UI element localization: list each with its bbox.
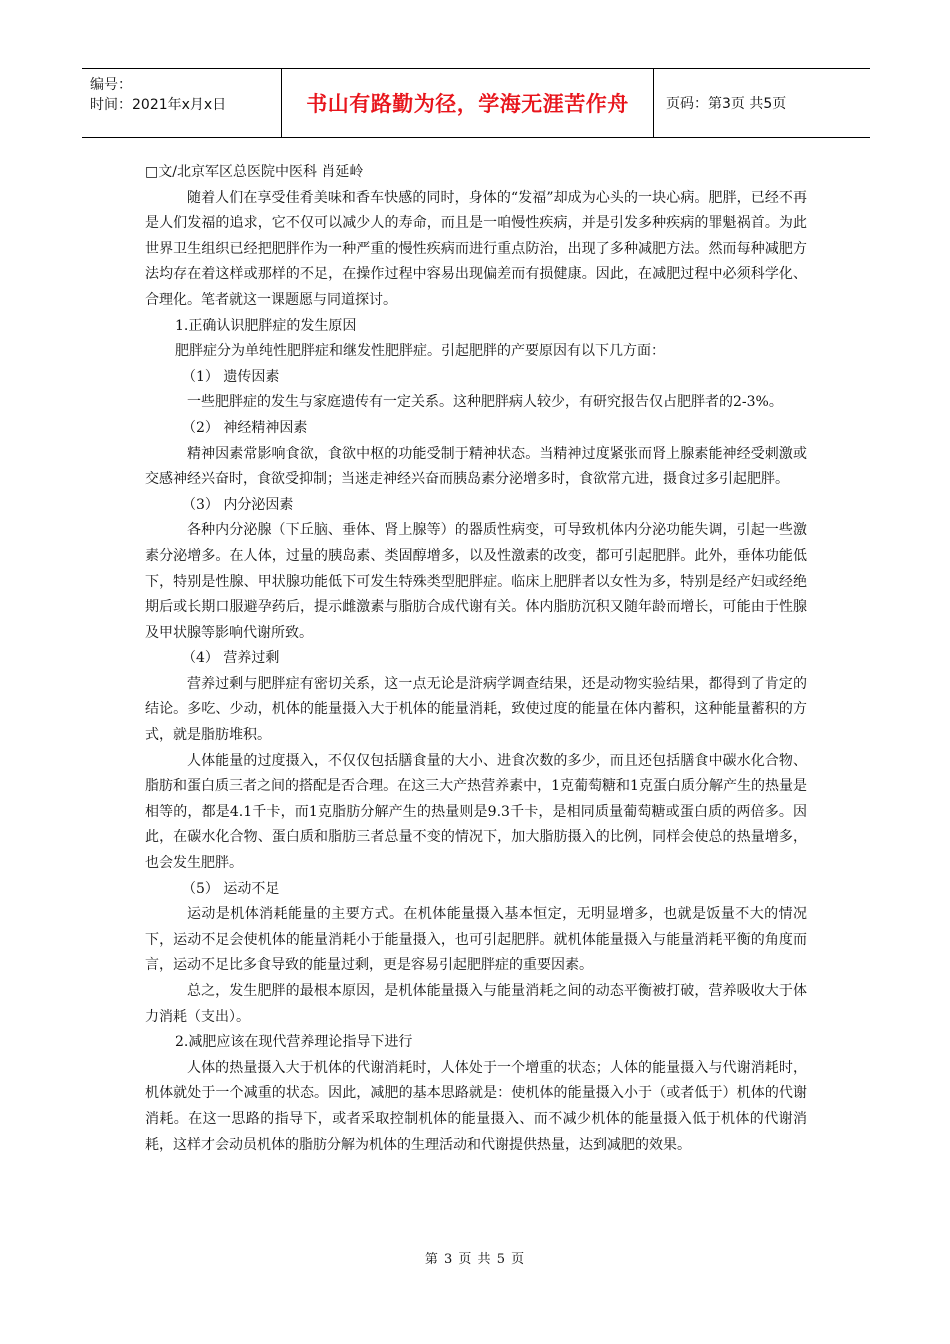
paragraph-weight-loss: 人体的热量摄入大于机体的代谢消耗时，人体处于一个增重的状态；人体的能量摄入与代谢消耗时，机体就处于一个减重的状态。因此，减肥的基本思路就是：使机体的能量摄入小于（或者低于）机体的代谢消耗。在这一思路的指导下，或者采取控制机体的能量摄入、而不减少机体的能量摄入低于机体的代谢消耗，这样才会动员机体的脂肪分解为机体的生理活动和代谢提供热量，达到减肥的效果。 [145, 1059, 807, 1153]
code-label: 编号： [90, 77, 132, 93]
subheading-endocrine: （3） 内分泌因素 [182, 496, 294, 513]
paragraph-intro: 随着人们在享受佳肴美味和香车快感的同时，身体的“发福”却成为心头的一块心病。肥胖，已经不再是人们发福的追求，它不仅可以减少人的寿命，而且是一咱慢性疾病，并是引发多种疾病的罪魁祸首。为此世界卫生组织已经把肥胖作为一种严重的慢性疾病而进行重点防治，出现了多种减肥方法。然而每种减肥方法均存在着这样或那样的不足，在操作过程中容易出现偏差而有损健康。因此，在减肥过程中必须科学化、合理化。笔者就这一课题愿与同道探讨。 [145, 189, 807, 308]
paragraph-endocrine: 各种内分泌腺（下丘脑、垂体、肾上腺等）的器质性病变，可导致机体内分泌功能失调，引起一些激素分泌增多。在人体，过量的胰岛素、类固醇增多，以及性激素的改变，都可引起肥胖。此外，垂体功能低下，特别是性腺、甲状腺功能低下可发生特殊类型肥胖症。临床上肥胖者以女性为多，特别是经产妇或经绝期后或长期口服避孕药后，提示雌激素与脂肪合成代谢有关。体内脂肪沉积又随年龄而增长，可能由于性腺及甲状腺等影响代谢所致。 [145, 522, 807, 641]
header-motto: 书山有路勤为径，学海无涯苦作舟 [306, 92, 629, 116]
page-label: 页码：第3页 共5页 [666, 96, 787, 112]
header-motto-cell [282, 69, 654, 137]
subheading-neuro: （2） 神经精神因素 [182, 419, 308, 436]
paragraph-exercise: 运动是机体消耗能量的主要方式。在机体能量摄入基本恒定，无明显增多，也就是饭量不大的情况下，运动不足会使机体的能量消耗小于能量摄入，也可引起肥胖。就机体能量摄入与能量消耗平衡的角度而言，运动不足比多食导致的能量过剩，更是容易引起肥胖症的重要因素。 [145, 906, 807, 974]
paragraph-neuro: 精神因素常影响食欲，食欲中枢的功能受制于精神状态。当精神过度紧张而肾上腺素能神经受刺激或交感神经兴奋时，食欲受抑制；当迷走神经兴奋而胰岛素分泌增多时，食欲常亢进，摄食过多引起肥胖。 [145, 445, 807, 488]
article-body [145, 160, 807, 1158]
paragraph-genetic: 一些肥胖症的发生与家庭遗传有一定关系。这种肥胖病人较少，有研究报告仅占肥胖者的2-3%。 [187, 394, 783, 411]
subheading-exercise: （5） 运动不足 [182, 880, 280, 897]
header-meta [82, 69, 282, 137]
paragraph-energy-intake: 人体能量的过度摄入，不仅仅包括膳食量的大小、进食次数的多少，而且还包括膳食中碳水化合物、脂肪和蛋白质三者之间的搭配是否合理。在这三大产热营养素中，1克葡萄糖和1克蛋白质分解产生的热量是相等的，都是4.1千卡，而1克脂肪分解产生的热量则是9.3千卡，是相同质量葡萄糖或蛋白质的两倍多。因此，在碳水化合物、蛋白质和脂肪三者总量不变的情况下，加大脂肪摄入的比例，同样会使总的热量增多，也会发生肥胖。 [145, 752, 807, 872]
subheading-genetic: （1） 遗传因素 [182, 368, 280, 385]
subheading-nutrition: （4） 营养过剩 [182, 650, 280, 667]
byline: □文/北京军区总医院中医科 肖延岭 [145, 164, 364, 180]
paragraph-classification: 肥胖症分为单纯性肥胖症和继发性肥胖症。引起肥胖的产要原因有以下几方面： [175, 343, 665, 360]
paragraph-nutrition: 营养过剩与肥胖症有密切关系，这一点无论是浒病学调查结果，还是动物实验结果，都得到了肯定的结论。多吃、少动，机体的能量摄入大于机体的能量消耗，致使过度的能量在体内蓄积，这种能量蓄积的方式，就是脂肪堆积。 [145, 675, 807, 744]
document-header [82, 68, 870, 138]
header-page-cell [654, 69, 870, 137]
paragraph-summary: 总之，发生肥胖的最根本原因，是机体能量摄入与能量消耗之间的动态平衡被打破，营养吸收大于体力消耗（支出）。 [145, 983, 807, 1025]
section-heading-1: 1.正确认识肥胖症的发生原因 [175, 317, 357, 334]
time-label: 时间：2021年x月x日 [90, 97, 227, 113]
section-heading-2: 2.减肥应该在现代营养理论指导下进行 [175, 1034, 413, 1051]
page-footer: 第 3 页 共 5 页 [424, 1252, 526, 1267]
